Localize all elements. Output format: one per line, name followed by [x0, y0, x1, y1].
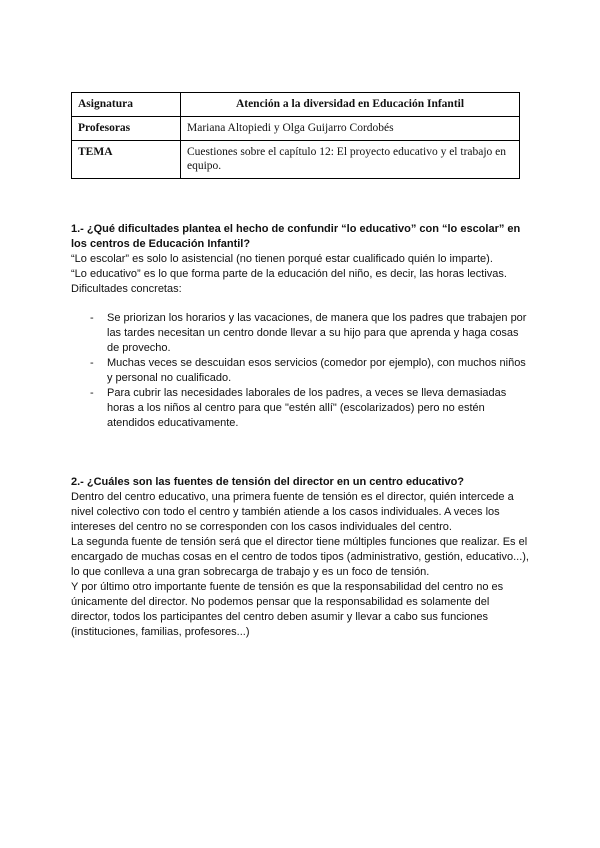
paragraph: Dentro del centro educativo, una primera fuente de tensión es el director, quién intercede a nivel colectivo con todo el centro y también atiende a los casos individuales. A veces los intereses del centro no se corresponden con los casos individuales del centro.	[71, 491, 514, 533]
difficulties-list	[71, 311, 531, 431]
label-topic: TEMA	[72, 141, 181, 179]
list-item	[71, 386, 531, 431]
question-1-section	[71, 222, 531, 431]
course-info-table	[71, 92, 520, 179]
question-2-heading: 2.- ¿Cuáles son las fuentes de tensión del director en un centro educativo?	[71, 476, 465, 488]
paragraph: “Lo educativo” es lo que forma parte de la educación del niño, es decir, las horas lectivas.	[71, 268, 507, 280]
question-1-heading: 1.- ¿Qué dificultades plantea el hecho de confundir “lo educativo” con “lo escolar” en los centros de Educación Infantil?	[71, 223, 521, 250]
value-teachers: Mariana Altopiedi y Olga Guijarro Cordobés	[181, 117, 520, 141]
paragraph: La segunda fuente de tensión será que el director tiene múltiples funciones que realizar. Es el encargado de muchas cosas en el centro de todos tipos (administrativo, gestión, educativo...), lo que conlleva a una gran sobrecarga de trabajo y es un foco de tensión.	[71, 536, 529, 578]
bullet-dash: -	[90, 357, 94, 369]
table-row-topic	[72, 141, 520, 179]
list-item-text: Muchas veces se descuidan esos servicios (comedor por ejemplo), con muchos niños y personal no cualificado.	[107, 357, 526, 384]
label-subject: Asignatura	[72, 93, 181, 117]
paragraph: “Lo escolar” es solo lo asistencial (no tienen porqué estar cualificado quién lo imparte).	[71, 253, 493, 265]
bullet-dash: -	[90, 387, 94, 399]
label-teachers: Profesoras	[72, 117, 181, 141]
list-item-text: Se priorizan los horarios y las vacaciones, de manera que los padres que trabajen por las tardes necesitan un centro donde llevar a su hijo para que aprenda y haga cosas de provecho.	[107, 312, 527, 354]
list-item	[71, 356, 531, 386]
bullet-dash: -	[90, 312, 94, 324]
paragraph: Dificultades concretas:	[71, 283, 182, 295]
value-topic: Cuestiones sobre el capítulo 12: El proyecto educativo y el trabajo en equipo.	[181, 141, 520, 179]
paragraph: Y por último otro importante fuente de tensión es que la responsabilidad del centro no es únicamente del director. No podemos pensar que la responsabilidad es solamente del director, todos los participantes del centro deben asumir y llevar a cabo sus funciones (instituciones, familias, profesores...)	[71, 581, 504, 638]
table-row-subject	[72, 93, 520, 117]
value-subject: Atención a la diversidad en Educación Infantil	[181, 93, 520, 117]
document-body	[71, 222, 531, 640]
list-item	[71, 311, 531, 356]
list-item-text: Para cubrir las necesidades laborales de los padres, a veces se lleva demasiadas horas a los niños al centro para que "estén allí" (escolarizados) pero no estén atendidos educativamente.	[107, 387, 507, 429]
table-row-teachers	[72, 117, 520, 141]
question-2-section	[71, 475, 531, 640]
